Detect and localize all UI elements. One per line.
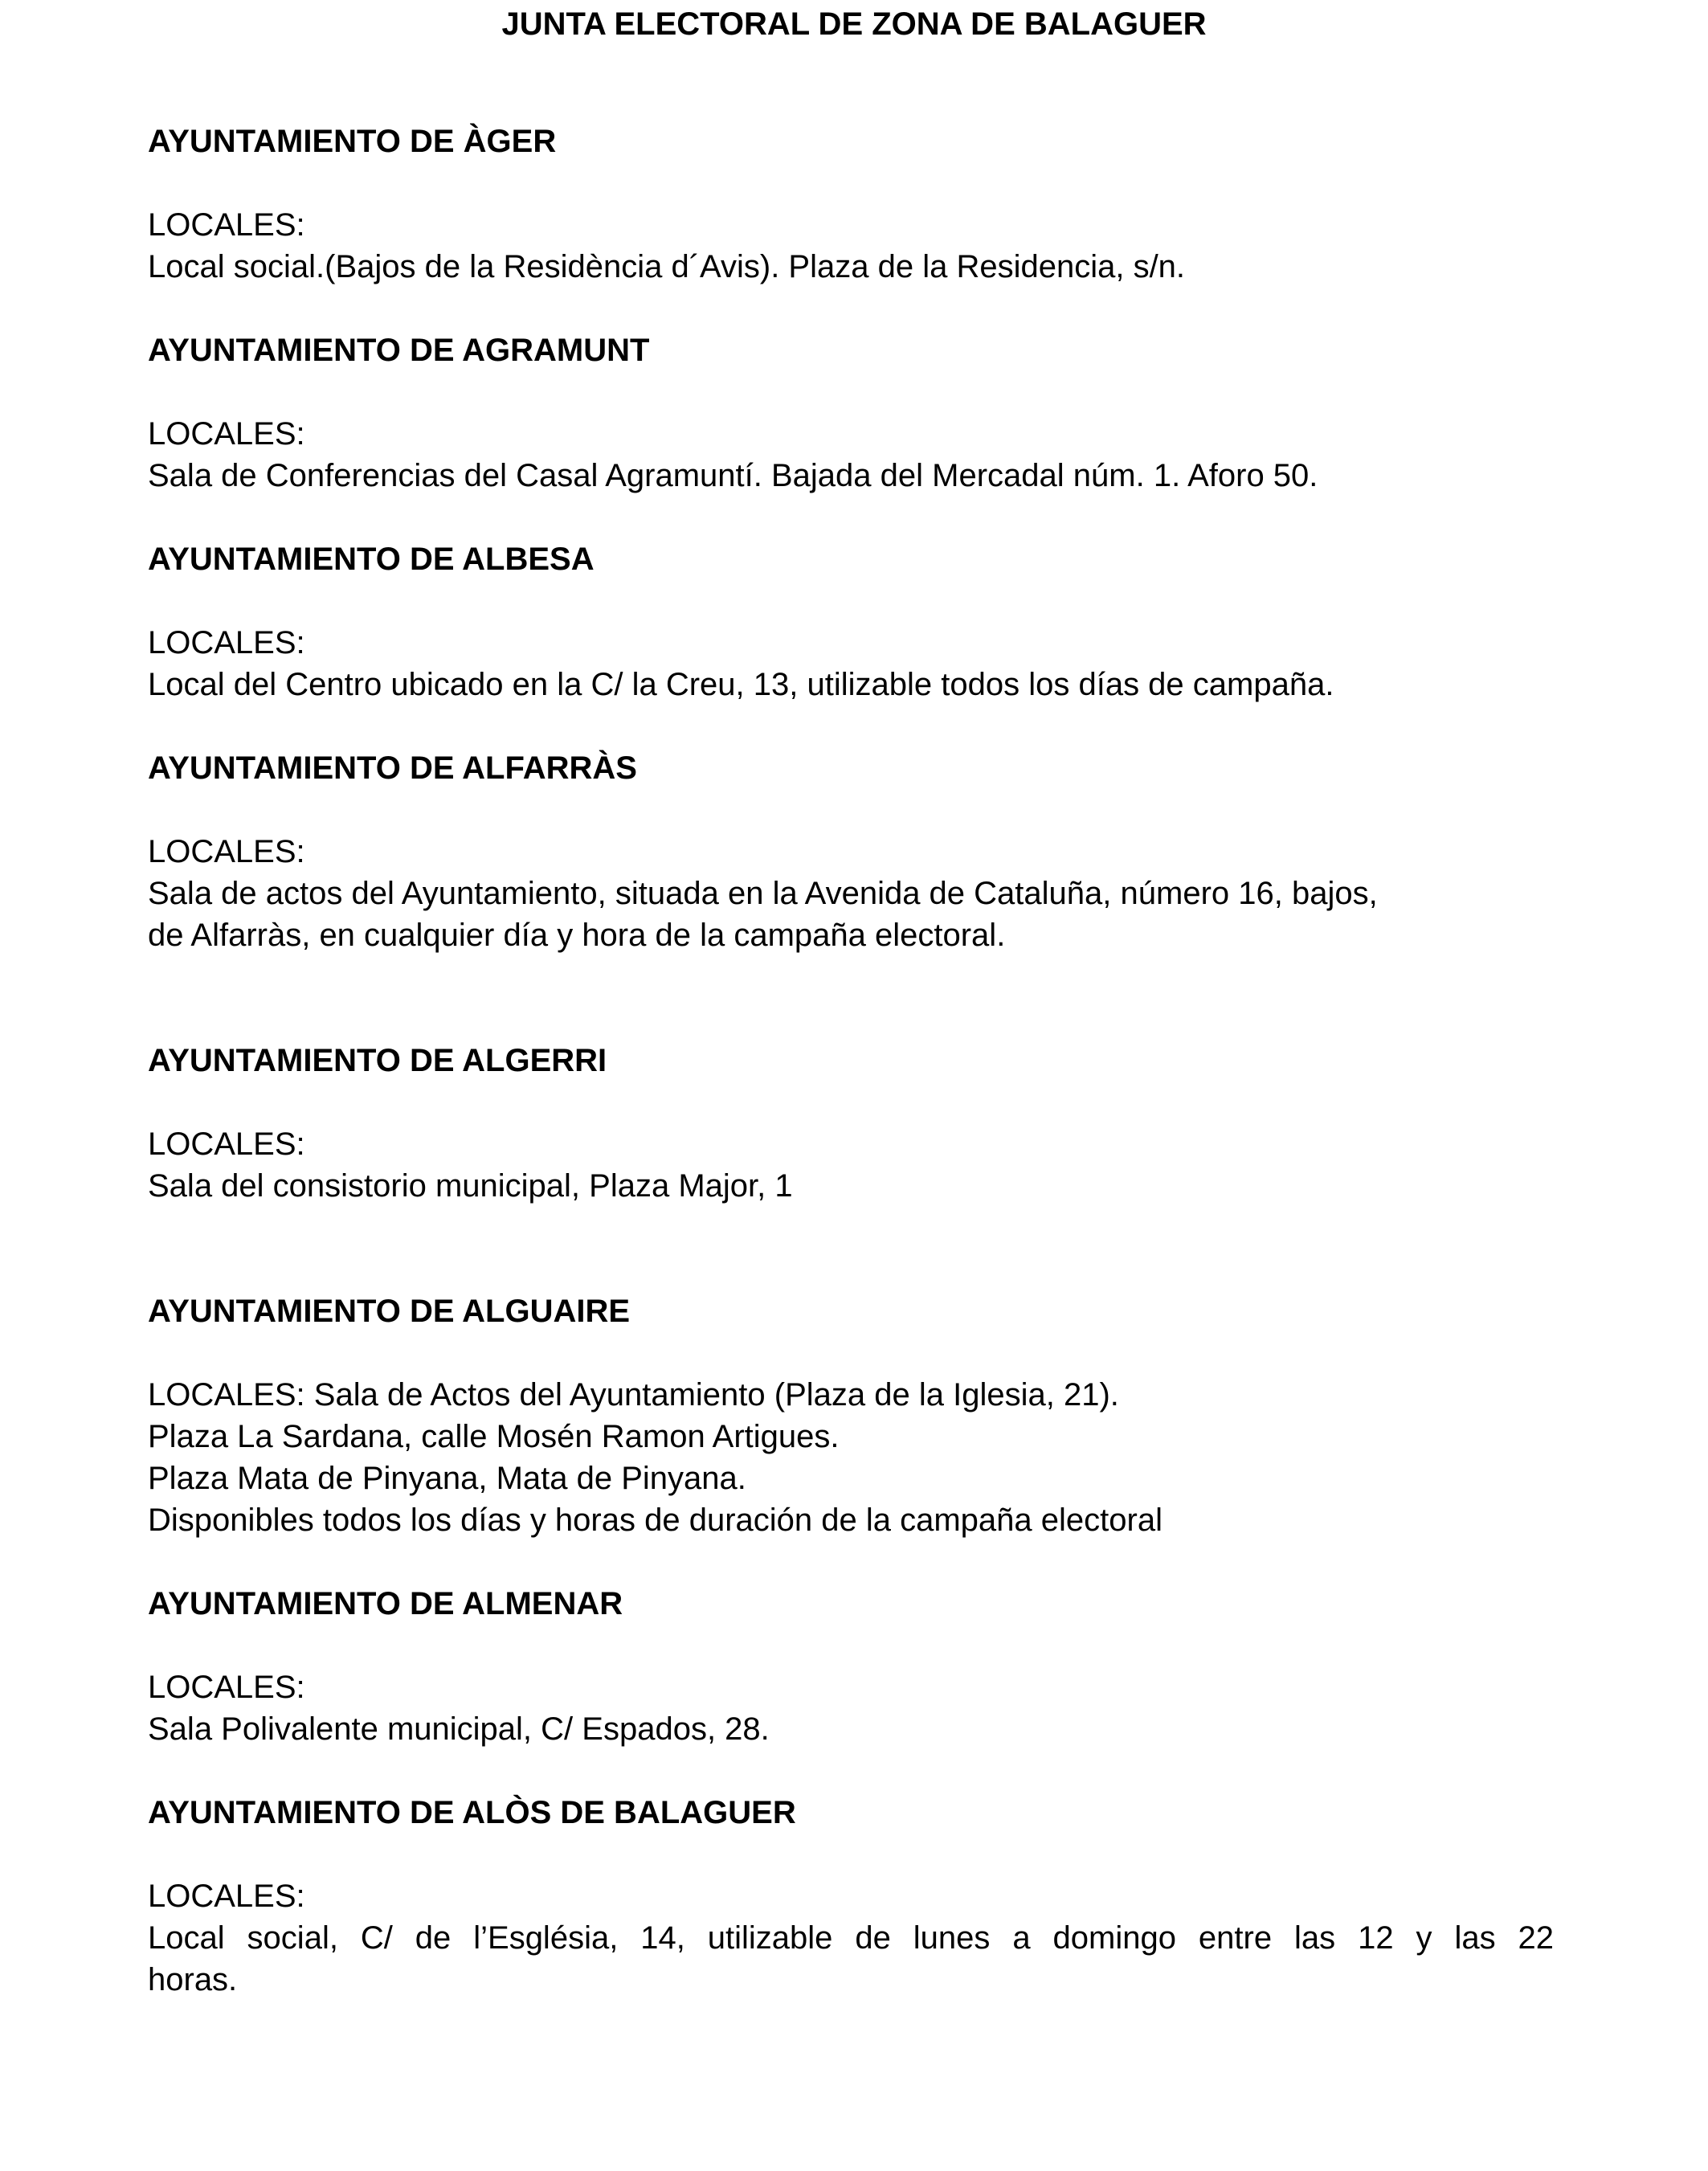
entry-heading: AYUNTAMIENTO DE ALFARRÀS xyxy=(148,750,637,786)
entry-ager xyxy=(148,121,1554,288)
locales-line: horas. xyxy=(148,1962,238,1997)
entry-alguaire xyxy=(148,1290,1554,1541)
locales-line: Sala Polivalente municipal, C/ Espados, 28. xyxy=(148,1711,770,1747)
entry-heading: AYUNTAMIENTO DE ALÒS DE BALAGUER xyxy=(148,1795,796,1830)
locales-line: Local social.(Bajos de la Residència d´Avis). Plaza de la Residencia, s/n. xyxy=(148,249,1186,284)
locales-line-text: Local social, C/ de l’Església, 14, utilizable de lunes a domingo entre las 12 y las 22 xyxy=(148,1920,1554,1956)
locales-line: Sala de Conferencias del Casal Agramuntí. Bajada del Mercadal núm. 1. Aforo 50. xyxy=(148,458,1318,493)
locales-line: Sala de actos del Ayuntamiento, situada en la Avenida de Cataluña, número 16, bajos, xyxy=(148,876,1378,911)
locales-label: LOCALES: xyxy=(148,207,305,243)
locales-label: LOCALES: xyxy=(148,834,305,869)
entry-almenar xyxy=(148,1583,1554,1750)
locales-label: LOCALES: xyxy=(148,1126,305,1162)
entry-agramunt xyxy=(148,329,1554,497)
entry-heading: AYUNTAMIENTO DE ALBESA xyxy=(148,542,595,577)
locales-line: Local del Centro ubicado en la C/ la Creu, 13, utilizable todos los días de campaña. xyxy=(148,667,1334,702)
entry-alfarras xyxy=(148,747,1554,956)
locales-label: LOCALES: xyxy=(148,1670,305,1705)
locales-line: Disponibles todos los días y horas de duración de la campaña electoral xyxy=(148,1503,1163,1538)
entry-heading: AYUNTAMIENTO DE ALMENAR xyxy=(148,1586,623,1621)
locales-line: de Alfarràs, en cualquier día y hora de la campaña electoral. xyxy=(148,918,1006,953)
locales-label: LOCALES: xyxy=(148,1879,305,1914)
locales-line: Sala del consistorio municipal, Plaza Major, 1 xyxy=(148,1168,793,1204)
locales-line xyxy=(148,1374,1554,1416)
locales-label: LOCALES: xyxy=(148,625,305,660)
entry-alos-de-balaguer xyxy=(148,1792,1554,2001)
locales-line: Plaza La Sardana, calle Mosén Ramon Artigues. xyxy=(148,1419,840,1454)
entry-heading: AYUNTAMIENTO DE AGRAMUNT xyxy=(148,333,650,368)
entry-heading: AYUNTAMIENTO DE ALGUAIRE xyxy=(148,1294,631,1329)
locales-line xyxy=(148,1917,1554,1959)
locales-label: LOCALES: xyxy=(148,1377,305,1413)
locales-line-text: Sala de Actos del Ayuntamiento (Plaza de la Iglesia, 21). xyxy=(313,1377,1119,1413)
entry-heading: AYUNTAMIENTO DE ALGERRI xyxy=(148,1043,607,1078)
locales-line: Plaza Mata de Pinyana, Mata de Pinyana. xyxy=(148,1461,746,1496)
entry-albesa xyxy=(148,538,1554,705)
entry-heading: AYUNTAMIENTO DE ÀGER xyxy=(148,124,557,159)
document-body xyxy=(148,121,1554,2001)
document-title: JUNTA ELECTORAL DE ZONA DE BALAGUER xyxy=(501,6,1207,42)
entry-algerri xyxy=(148,1040,1554,1207)
locales-label: LOCALES: xyxy=(148,416,305,452)
